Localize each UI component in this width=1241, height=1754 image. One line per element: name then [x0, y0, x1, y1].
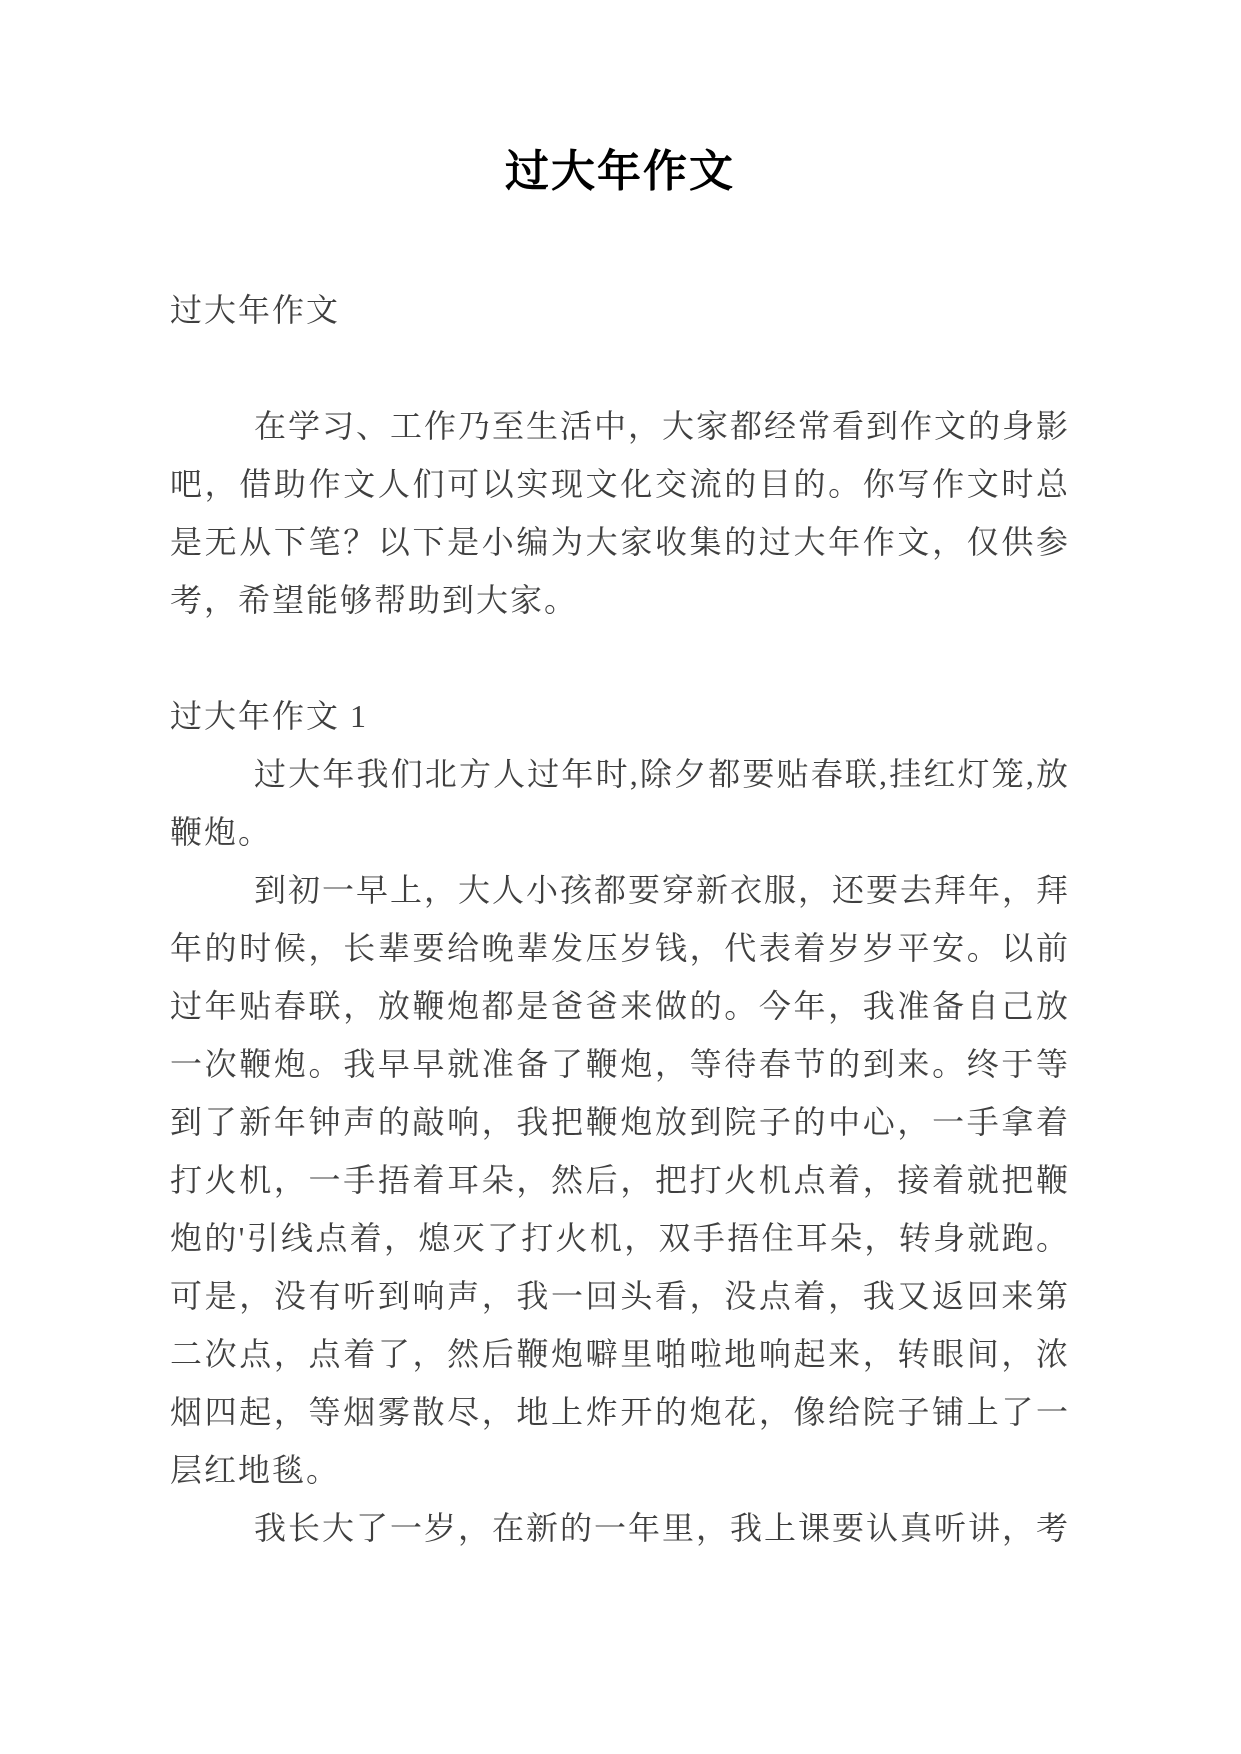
blank-line: [170, 629, 1070, 687]
intro-paragraph: 在学习、工作乃至生活中，大家都经常看到作文的身影吧，借助作文人们可以实现文化交流的目的。你写作文时总是无从下笔？以下是小编为大家收集的过大年作文，仅供参考，希望能够帮助到大家。: [170, 408, 1071, 618]
document-title: 过大年作文: [505, 147, 735, 196]
essay-paragraph-2: 到初一早上，大人小孩都要穿新衣服，还要去拜年，拜年的时候，长辈要给晚辈发压岁钱，代表着岁岁平安。以前过年贴春联，放鞭炮都是爸爸来做的。今年，我准备自己放一次鞭炮。我早早就准备了鞭炮，等待春节的到来。终于等到了新年钟声的敲响，我把鞭炮放到院子的中心，一手拿着打火机，一手捂着耳朵，然后，把打火机点着，接着就把鞭炮的'引线点着，熄灭了打火机，双手捂住耳朵，转身就跑。可是，没有听到响声，我一回头看，没点着，我又返回来第二次点，点着了，然后鞭炮噼里啪啦地响起来，转眼间，浓烟四起，等烟雾散尽，地上炸开的炮花，像给院子铺上了一层红地毯。: [170, 872, 1071, 1488]
document-subtitle: 过大年作文: [170, 292, 341, 328]
essay-paragraph-3: 我长大了一岁，在新的一年里，我上课要认真听讲，考: [254, 1510, 1071, 1546]
document-body: [170, 281, 1070, 1557]
essay-paragraph-1: 过大年我们北方人过年时,除夕都要贴春联,挂红灯笼,放鞭炮。: [170, 756, 1070, 850]
blank-line: [170, 339, 1070, 397]
section-heading: 过大年作文 1: [170, 698, 369, 734]
